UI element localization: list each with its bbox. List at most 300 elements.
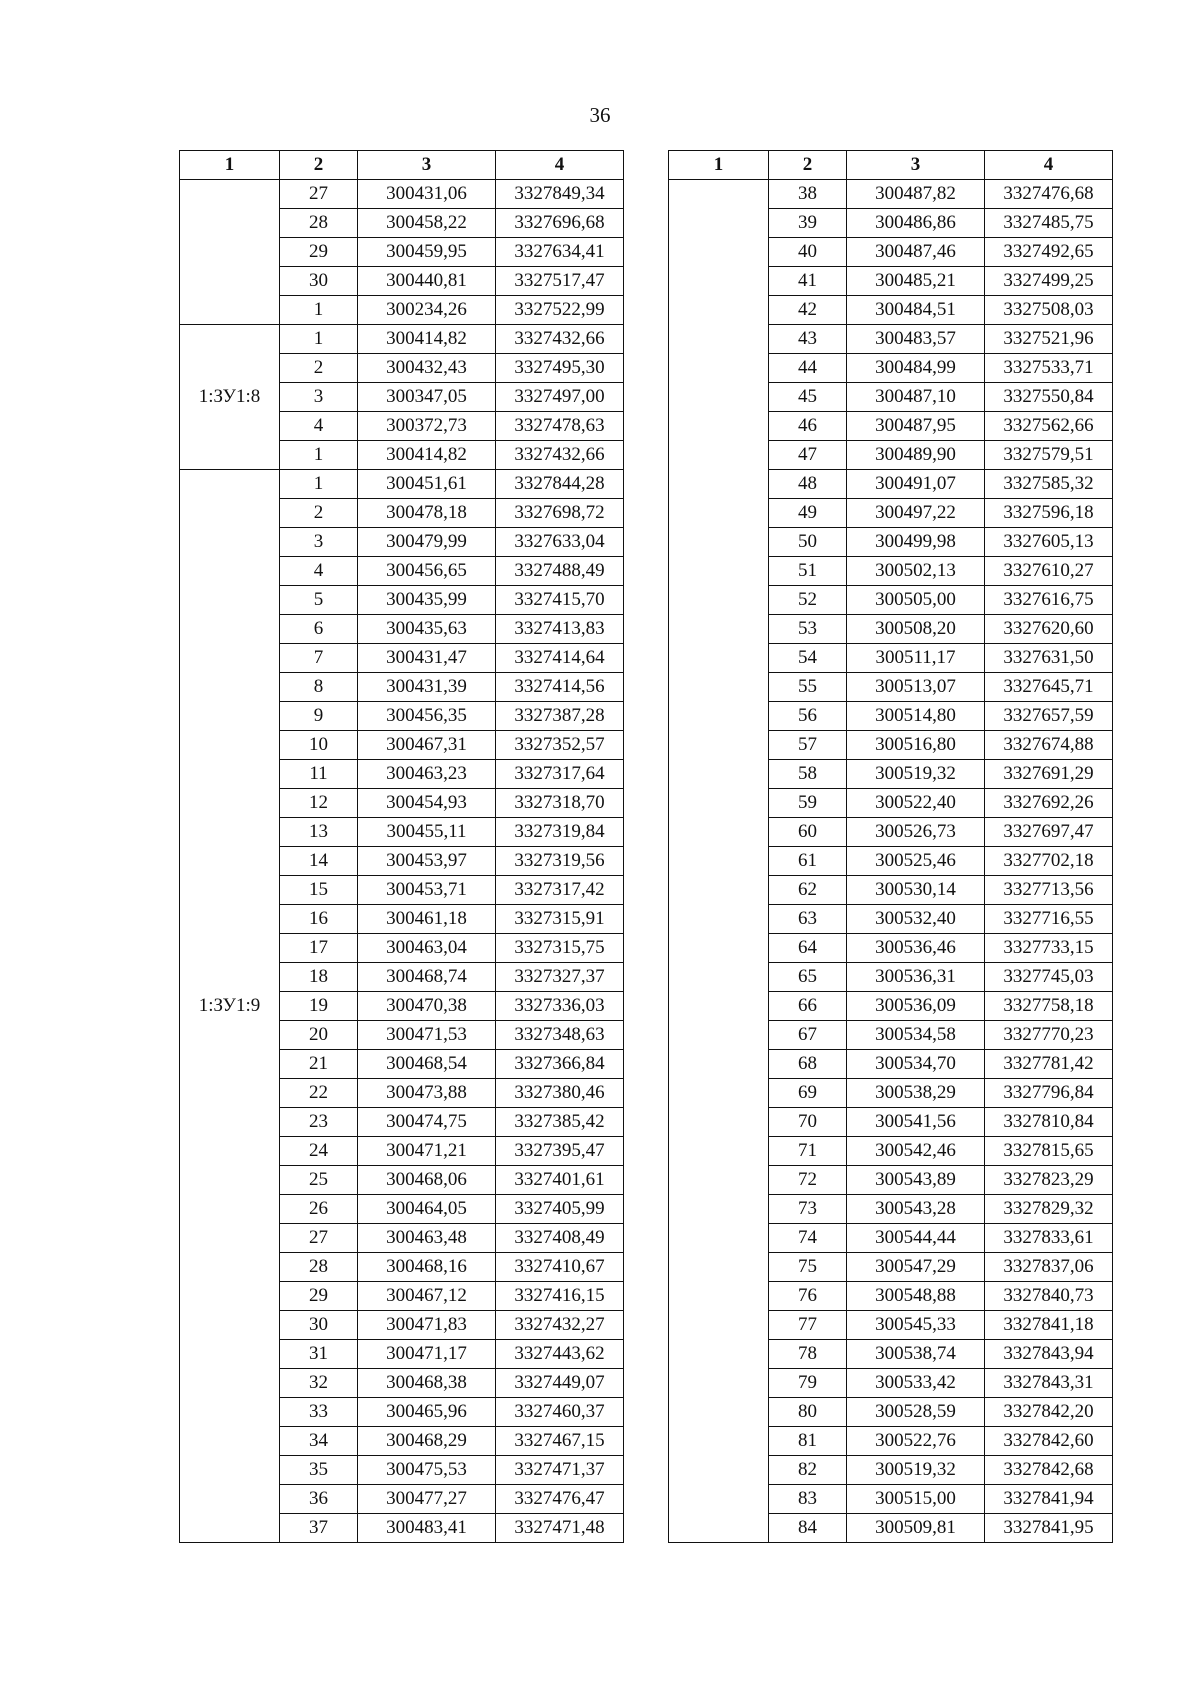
point-number-cell: 56: [769, 702, 847, 731]
y-coordinate-cell: 3327698,72: [496, 499, 624, 528]
point-number-cell: 2: [280, 499, 358, 528]
point-number-cell: 55: [769, 673, 847, 702]
y-coordinate-cell: 3327781,42: [985, 1050, 1113, 1079]
x-coordinate-cell: 300471,83: [358, 1311, 496, 1340]
point-number-cell: 51: [769, 557, 847, 586]
y-coordinate-cell: 3327395,47: [496, 1137, 624, 1166]
x-coordinate-cell: 300516,80: [847, 731, 985, 760]
point-number-cell: 40: [769, 238, 847, 267]
y-coordinate-cell: 3327366,84: [496, 1050, 624, 1079]
point-number-cell: 69: [769, 1079, 847, 1108]
y-coordinate-cell: 3327633,04: [496, 528, 624, 557]
x-coordinate-cell: 300547,29: [847, 1253, 985, 1282]
header-col-3: 3: [358, 151, 496, 180]
x-coordinate-cell: 300499,98: [847, 528, 985, 557]
y-coordinate-cell: 3327696,68: [496, 209, 624, 238]
point-number-cell: 46: [769, 412, 847, 441]
x-coordinate-cell: 300543,89: [847, 1166, 985, 1195]
y-coordinate-cell: 3327443,62: [496, 1340, 624, 1369]
point-number-cell: 34: [280, 1427, 358, 1456]
header-col-2: 2: [769, 151, 847, 180]
header-col-4: 4: [985, 151, 1113, 180]
point-number-cell: 8: [280, 673, 358, 702]
point-number-cell: 4: [280, 412, 358, 441]
y-coordinate-cell: 3327413,83: [496, 615, 624, 644]
y-coordinate-cell: 3327562,66: [985, 412, 1113, 441]
x-coordinate-cell: 300522,76: [847, 1427, 985, 1456]
point-number-cell: 16: [280, 905, 358, 934]
y-coordinate-cell: 3327410,67: [496, 1253, 624, 1282]
point-number-cell: 54: [769, 644, 847, 673]
point-number-cell: 66: [769, 992, 847, 1021]
x-coordinate-cell: 300468,38: [358, 1369, 496, 1398]
header-col-1: 1: [669, 151, 769, 180]
x-coordinate-cell: 300431,39: [358, 673, 496, 702]
point-number-cell: 25: [280, 1166, 358, 1195]
point-number-cell: 43: [769, 325, 847, 354]
point-number-cell: 77: [769, 1311, 847, 1340]
y-coordinate-cell: 3327579,51: [985, 441, 1113, 470]
y-coordinate-cell: 3327492,65: [985, 238, 1113, 267]
x-coordinate-cell: 300483,57: [847, 325, 985, 354]
point-number-cell: 1: [280, 296, 358, 325]
x-coordinate-cell: 300487,82: [847, 180, 985, 209]
x-coordinate-cell: 300454,93: [358, 789, 496, 818]
x-coordinate-cell: 300511,17: [847, 644, 985, 673]
x-coordinate-cell: 300530,14: [847, 876, 985, 905]
y-coordinate-cell: 3327405,99: [496, 1195, 624, 1224]
point-number-cell: 11: [280, 760, 358, 789]
y-coordinate-cell: 3327387,28: [496, 702, 624, 731]
point-number-cell: 3: [280, 528, 358, 557]
x-coordinate-cell: 300485,21: [847, 267, 985, 296]
x-coordinate-cell: 300453,71: [358, 876, 496, 905]
x-coordinate-cell: 300536,09: [847, 992, 985, 1021]
header-col-4: 4: [496, 151, 624, 180]
point-number-cell: 33: [280, 1398, 358, 1427]
x-coordinate-cell: 300465,96: [358, 1398, 496, 1427]
x-coordinate-cell: 300414,82: [358, 441, 496, 470]
x-coordinate-cell: 300536,31: [847, 963, 985, 992]
y-coordinate-cell: 3327605,13: [985, 528, 1113, 557]
x-coordinate-cell: 300471,17: [358, 1340, 496, 1369]
x-coordinate-cell: 300528,59: [847, 1398, 985, 1427]
point-number-cell: 14: [280, 847, 358, 876]
point-number-cell: 60: [769, 818, 847, 847]
y-coordinate-cell: 3327317,42: [496, 876, 624, 905]
y-coordinate-cell: 3327416,15: [496, 1282, 624, 1311]
y-coordinate-cell: 3327849,34: [496, 180, 624, 209]
y-coordinate-cell: 3327841,95: [985, 1514, 1113, 1543]
y-coordinate-cell: 3327692,26: [985, 789, 1113, 818]
x-coordinate-cell: 300509,81: [847, 1514, 985, 1543]
x-coordinate-cell: 300372,73: [358, 412, 496, 441]
x-coordinate-cell: 300478,18: [358, 499, 496, 528]
y-coordinate-cell: 3327841,94: [985, 1485, 1113, 1514]
x-coordinate-cell: 300456,65: [358, 557, 496, 586]
point-number-cell: 36: [280, 1485, 358, 1514]
y-coordinate-cell: 3327596,18: [985, 499, 1113, 528]
point-number-cell: 23: [280, 1108, 358, 1137]
x-coordinate-cell: 300463,04: [358, 934, 496, 963]
point-number-cell: 26: [280, 1195, 358, 1224]
point-number-cell: 17: [280, 934, 358, 963]
point-number-cell: 73: [769, 1195, 847, 1224]
y-coordinate-cell: 3327657,59: [985, 702, 1113, 731]
point-number-cell: 30: [280, 1311, 358, 1340]
y-coordinate-cell: 3327485,75: [985, 209, 1113, 238]
point-number-cell: 29: [280, 238, 358, 267]
x-coordinate-cell: 300458,22: [358, 209, 496, 238]
point-number-cell: 19: [280, 992, 358, 1021]
y-coordinate-cell: 3327829,32: [985, 1195, 1113, 1224]
y-coordinate-cell: 3327533,71: [985, 354, 1113, 383]
point-number-cell: 49: [769, 499, 847, 528]
point-number-cell: 5: [280, 586, 358, 615]
x-coordinate-cell: 300544,44: [847, 1224, 985, 1253]
y-coordinate-cell: 3327508,03: [985, 296, 1113, 325]
y-coordinate-cell: 3327840,73: [985, 1282, 1113, 1311]
point-number-cell: 52: [769, 586, 847, 615]
x-coordinate-cell: 300543,28: [847, 1195, 985, 1224]
point-number-cell: 79: [769, 1369, 847, 1398]
point-number-cell: 38: [769, 180, 847, 209]
x-coordinate-cell: 300471,53: [358, 1021, 496, 1050]
x-coordinate-cell: 300435,99: [358, 586, 496, 615]
y-coordinate-cell: 3327521,96: [985, 325, 1113, 354]
y-coordinate-cell: 3327758,18: [985, 992, 1113, 1021]
point-number-cell: 29: [280, 1282, 358, 1311]
x-coordinate-cell: 300477,27: [358, 1485, 496, 1514]
point-number-cell: 70: [769, 1108, 847, 1137]
point-number-cell: 44: [769, 354, 847, 383]
x-coordinate-cell: 300467,31: [358, 731, 496, 760]
point-number-cell: 28: [280, 209, 358, 238]
point-number-cell: 61: [769, 847, 847, 876]
x-coordinate-cell: 300453,97: [358, 847, 496, 876]
x-coordinate-cell: 300491,07: [847, 470, 985, 499]
x-coordinate-cell: 300525,46: [847, 847, 985, 876]
x-coordinate-cell: 300479,99: [358, 528, 496, 557]
point-number-cell: 10: [280, 731, 358, 760]
x-coordinate-cell: 300473,88: [358, 1079, 496, 1108]
y-coordinate-cell: 3327842,68: [985, 1456, 1113, 1485]
y-coordinate-cell: 3327432,27: [496, 1311, 624, 1340]
point-number-cell: 74: [769, 1224, 847, 1253]
x-coordinate-cell: 300538,29: [847, 1079, 985, 1108]
point-number-cell: 32: [280, 1369, 358, 1398]
y-coordinate-cell: 3327843,31: [985, 1369, 1113, 1398]
x-coordinate-cell: 300471,21: [358, 1137, 496, 1166]
point-number-cell: 2: [280, 354, 358, 383]
y-coordinate-cell: 3327319,56: [496, 847, 624, 876]
x-coordinate-cell: 300440,81: [358, 267, 496, 296]
point-number-cell: 31: [280, 1340, 358, 1369]
x-coordinate-cell: 300536,46: [847, 934, 985, 963]
point-number-cell: 12: [280, 789, 358, 818]
point-number-cell: 83: [769, 1485, 847, 1514]
point-number-cell: 30: [280, 267, 358, 296]
x-coordinate-cell: 300548,88: [847, 1282, 985, 1311]
point-number-cell: 58: [769, 760, 847, 789]
x-coordinate-cell: 300514,80: [847, 702, 985, 731]
page-number: 36: [589, 103, 611, 127]
x-coordinate-cell: 300467,12: [358, 1282, 496, 1311]
point-number-cell: 13: [280, 818, 358, 847]
x-coordinate-cell: 300468,54: [358, 1050, 496, 1079]
point-number-cell: 39: [769, 209, 847, 238]
point-number-cell: 1: [280, 470, 358, 499]
x-coordinate-cell: 300470,38: [358, 992, 496, 1021]
point-number-cell: 68: [769, 1050, 847, 1079]
x-coordinate-cell: 300513,07: [847, 673, 985, 702]
x-coordinate-cell: 300474,75: [358, 1108, 496, 1137]
y-coordinate-cell: 3327495,30: [496, 354, 624, 383]
x-coordinate-cell: 300431,06: [358, 180, 496, 209]
point-number-cell: 37: [280, 1514, 358, 1543]
header-col-3: 3: [847, 151, 985, 180]
point-number-cell: 57: [769, 731, 847, 760]
x-coordinate-cell: 300435,63: [358, 615, 496, 644]
point-number-cell: 71: [769, 1137, 847, 1166]
x-coordinate-cell: 300459,95: [358, 238, 496, 267]
x-coordinate-cell: 300431,47: [358, 644, 496, 673]
point-number-cell: 48: [769, 470, 847, 499]
y-coordinate-cell: 3327674,88: [985, 731, 1113, 760]
y-coordinate-cell: 3327691,29: [985, 760, 1113, 789]
header-row: [180, 151, 624, 180]
x-coordinate-cell: 300456,35: [358, 702, 496, 731]
y-coordinate-cell: 3327796,84: [985, 1079, 1113, 1108]
point-number-cell: 53: [769, 615, 847, 644]
y-coordinate-cell: 3327697,47: [985, 818, 1113, 847]
x-coordinate-cell: 300538,74: [847, 1340, 985, 1369]
x-coordinate-cell: 300464,05: [358, 1195, 496, 1224]
y-coordinate-cell: 3327843,94: [985, 1340, 1113, 1369]
y-coordinate-cell: 3327702,18: [985, 847, 1113, 876]
x-coordinate-cell: 300526,73: [847, 818, 985, 847]
coordinates-table-left: [179, 150, 624, 1543]
point-number-cell: 15: [280, 876, 358, 905]
y-coordinate-cell: 3327842,20: [985, 1398, 1113, 1427]
point-number-cell: 80: [769, 1398, 847, 1427]
point-number-cell: 41: [769, 267, 847, 296]
point-number-cell: 82: [769, 1456, 847, 1485]
y-coordinate-cell: 3327745,03: [985, 963, 1113, 992]
y-coordinate-cell: 3327408,49: [496, 1224, 624, 1253]
y-coordinate-cell: 3327471,37: [496, 1456, 624, 1485]
x-coordinate-cell: 300487,10: [847, 383, 985, 412]
parcel-label: 1:ЗУ1:8: [180, 325, 280, 470]
x-coordinate-cell: 300497,22: [847, 499, 985, 528]
table-row: [180, 470, 624, 499]
x-coordinate-cell: 300483,41: [358, 1514, 496, 1543]
point-number-cell: 72: [769, 1166, 847, 1195]
y-coordinate-cell: 3327844,28: [496, 470, 624, 499]
point-number-cell: 3: [280, 383, 358, 412]
x-coordinate-cell: 300522,40: [847, 789, 985, 818]
point-number-cell: 27: [280, 180, 358, 209]
y-coordinate-cell: 3327620,60: [985, 615, 1113, 644]
x-coordinate-cell: 300545,33: [847, 1311, 985, 1340]
table-row: [180, 180, 624, 209]
point-number-cell: 47: [769, 441, 847, 470]
x-coordinate-cell: 300347,05: [358, 383, 496, 412]
y-coordinate-cell: 3327414,56: [496, 673, 624, 702]
y-coordinate-cell: 3327315,75: [496, 934, 624, 963]
y-coordinate-cell: 3327499,25: [985, 267, 1113, 296]
y-coordinate-cell: 3327380,46: [496, 1079, 624, 1108]
point-number-cell: 20: [280, 1021, 358, 1050]
y-coordinate-cell: 3327522,99: [496, 296, 624, 325]
parcel-label: [180, 180, 280, 325]
y-coordinate-cell: 3327385,42: [496, 1108, 624, 1137]
x-coordinate-cell: 300534,58: [847, 1021, 985, 1050]
point-number-cell: 1: [280, 441, 358, 470]
y-coordinate-cell: 3327478,63: [496, 412, 624, 441]
point-number-cell: 75: [769, 1253, 847, 1282]
point-number-cell: 1: [280, 325, 358, 354]
y-coordinate-cell: 3327449,07: [496, 1369, 624, 1398]
x-coordinate-cell: 300468,16: [358, 1253, 496, 1282]
x-coordinate-cell: 300508,20: [847, 615, 985, 644]
y-coordinate-cell: 3327348,63: [496, 1021, 624, 1050]
y-coordinate-cell: 3327471,48: [496, 1514, 624, 1543]
x-coordinate-cell: 300234,26: [358, 296, 496, 325]
x-coordinate-cell: 300541,56: [847, 1108, 985, 1137]
point-number-cell: 67: [769, 1021, 847, 1050]
y-coordinate-cell: 3327336,03: [496, 992, 624, 1021]
y-coordinate-cell: 3327415,70: [496, 586, 624, 615]
x-coordinate-cell: 300486,86: [847, 209, 985, 238]
x-coordinate-cell: 300432,43: [358, 354, 496, 383]
y-coordinate-cell: 3327318,70: [496, 789, 624, 818]
x-coordinate-cell: 300489,90: [847, 441, 985, 470]
x-coordinate-cell: 300463,48: [358, 1224, 496, 1253]
point-number-cell: 9: [280, 702, 358, 731]
y-coordinate-cell: 3327585,32: [985, 470, 1113, 499]
point-number-cell: 78: [769, 1340, 847, 1369]
y-coordinate-cell: 3327414,64: [496, 644, 624, 673]
x-coordinate-cell: 300468,06: [358, 1166, 496, 1195]
x-coordinate-cell: 300487,95: [847, 412, 985, 441]
point-number-cell: 63: [769, 905, 847, 934]
x-coordinate-cell: 300534,70: [847, 1050, 985, 1079]
y-coordinate-cell: 3327315,91: [496, 905, 624, 934]
point-number-cell: 18: [280, 963, 358, 992]
point-number-cell: 28: [280, 1253, 358, 1282]
y-coordinate-cell: 3327327,37: [496, 963, 624, 992]
x-coordinate-cell: 300533,42: [847, 1369, 985, 1398]
point-number-cell: 65: [769, 963, 847, 992]
header-col-1: 1: [180, 151, 280, 180]
point-number-cell: 4: [280, 557, 358, 586]
x-coordinate-cell: 300519,32: [847, 1456, 985, 1485]
coordinates-table-right: [668, 150, 1113, 1543]
point-number-cell: 76: [769, 1282, 847, 1311]
x-coordinate-cell: 300519,32: [847, 760, 985, 789]
y-coordinate-cell: 3327476,47: [496, 1485, 624, 1514]
x-coordinate-cell: 300414,82: [358, 325, 496, 354]
parcel-label: 1:ЗУ1:9: [180, 470, 280, 1543]
point-number-cell: 45: [769, 383, 847, 412]
point-number-cell: 81: [769, 1427, 847, 1456]
point-number-cell: 42: [769, 296, 847, 325]
x-coordinate-cell: 300468,74: [358, 963, 496, 992]
y-coordinate-cell: 3327842,60: [985, 1427, 1113, 1456]
y-coordinate-cell: 3327497,00: [496, 383, 624, 412]
point-number-cell: 7: [280, 644, 358, 673]
y-coordinate-cell: 3327610,27: [985, 557, 1113, 586]
y-coordinate-cell: 3327476,68: [985, 180, 1113, 209]
x-coordinate-cell: 300487,46: [847, 238, 985, 267]
point-number-cell: 21: [280, 1050, 358, 1079]
point-number-cell: 27: [280, 1224, 358, 1253]
y-coordinate-cell: 3327467,15: [496, 1427, 624, 1456]
y-coordinate-cell: 3327319,84: [496, 818, 624, 847]
point-number-cell: 64: [769, 934, 847, 963]
x-coordinate-cell: 300515,00: [847, 1485, 985, 1514]
y-coordinate-cell: 3327645,71: [985, 673, 1113, 702]
header-row: [669, 151, 1113, 180]
point-number-cell: 84: [769, 1514, 847, 1543]
y-coordinate-cell: 3327841,18: [985, 1311, 1113, 1340]
y-coordinate-cell: 3327713,56: [985, 876, 1113, 905]
y-coordinate-cell: 3327631,50: [985, 644, 1113, 673]
y-coordinate-cell: 3327770,23: [985, 1021, 1113, 1050]
y-coordinate-cell: 3327550,84: [985, 383, 1113, 412]
y-coordinate-cell: 3327823,29: [985, 1166, 1113, 1195]
x-coordinate-cell: 300484,51: [847, 296, 985, 325]
y-coordinate-cell: 3327401,61: [496, 1166, 624, 1195]
x-coordinate-cell: 300484,99: [847, 354, 985, 383]
table-row: [669, 180, 1113, 209]
y-coordinate-cell: 3327716,55: [985, 905, 1113, 934]
y-coordinate-cell: 3327837,06: [985, 1253, 1113, 1282]
x-coordinate-cell: 300463,23: [358, 760, 496, 789]
table-row: [180, 325, 624, 354]
header-col-2: 2: [280, 151, 358, 180]
y-coordinate-cell: 3327733,15: [985, 934, 1113, 963]
x-coordinate-cell: 300475,53: [358, 1456, 496, 1485]
x-coordinate-cell: 300451,61: [358, 470, 496, 499]
y-coordinate-cell: 3327815,65: [985, 1137, 1113, 1166]
x-coordinate-cell: 300468,29: [358, 1427, 496, 1456]
x-coordinate-cell: 300502,13: [847, 557, 985, 586]
point-number-cell: 22: [280, 1079, 358, 1108]
x-coordinate-cell: 300461,18: [358, 905, 496, 934]
y-coordinate-cell: 3327432,66: [496, 441, 624, 470]
x-coordinate-cell: 300532,40: [847, 905, 985, 934]
y-coordinate-cell: 3327432,66: [496, 325, 624, 354]
point-number-cell: 59: [769, 789, 847, 818]
point-number-cell: 62: [769, 876, 847, 905]
y-coordinate-cell: 3327317,64: [496, 760, 624, 789]
y-coordinate-cell: 3327460,37: [496, 1398, 624, 1427]
x-coordinate-cell: 300455,11: [358, 818, 496, 847]
y-coordinate-cell: 3327810,84: [985, 1108, 1113, 1137]
point-number-cell: 50: [769, 528, 847, 557]
point-number-cell: 24: [280, 1137, 358, 1166]
x-coordinate-cell: 300542,46: [847, 1137, 985, 1166]
y-coordinate-cell: 3327517,47: [496, 267, 624, 296]
parcel-label: [669, 180, 769, 1543]
x-coordinate-cell: 300505,00: [847, 586, 985, 615]
point-number-cell: 6: [280, 615, 358, 644]
y-coordinate-cell: 3327352,57: [496, 731, 624, 760]
y-coordinate-cell: 3327634,41: [496, 238, 624, 267]
y-coordinate-cell: 3327833,61: [985, 1224, 1113, 1253]
